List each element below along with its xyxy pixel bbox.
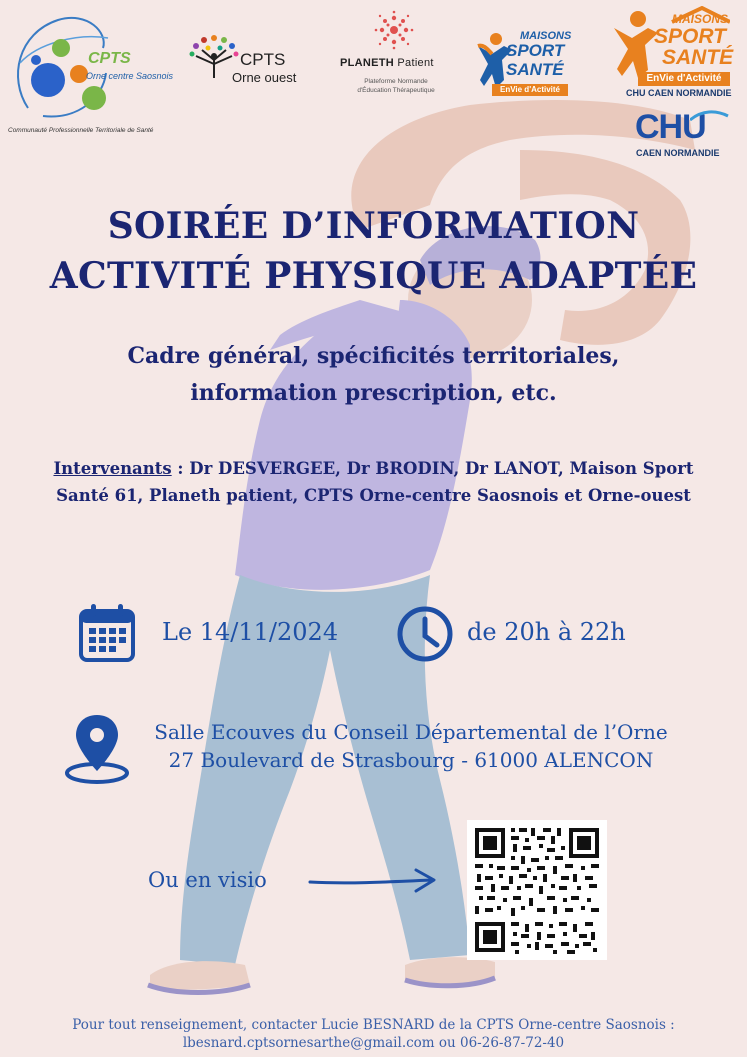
- mss1-line3: SANTÉ: [506, 60, 564, 79]
- mss2-chu: CHU CAEN NORMANDIE: [626, 88, 732, 98]
- cpts-orne-ouest-subtitle: Orne ouest: [232, 70, 297, 85]
- cpts-saosnois-caption: Communauté Professionnelle Territoriale de Santé: [8, 127, 154, 134]
- speakers-list: Dr DESVERGEE, Dr BRODIN, Dr LANOT, Maison Sport Santé 61, Planeth patient, CPTS Orne-centre Saosnois et Orne-ouest: [56, 459, 694, 505]
- event-subtitle-line2: information prescription, etc.: [190, 380, 557, 406]
- event-address-line2: 27 Boulevard de Strasbourg - 61000 ALENCON: [168, 748, 654, 772]
- event-time: de 20h à 22h: [467, 618, 626, 646]
- speakers-label: Intervenants: [53, 459, 172, 478]
- mss2-line2: SPORT: [654, 25, 726, 48]
- mss2-figure-icon: [612, 8, 660, 80]
- mss2-line1: MAISONS: [672, 12, 729, 26]
- qr-code-pattern: [467, 820, 607, 960]
- calendar-icon: [78, 603, 136, 663]
- mss1-tag: EnVie d'Activité: [492, 84, 568, 96]
- arrow-right-icon: [308, 866, 438, 896]
- qr-code[interactable]: [467, 820, 607, 960]
- planeth-subtitle: Plateforme Normande d'Éducation Thérapeutique: [357, 78, 435, 94]
- planeth-burst-icon: [374, 10, 414, 50]
- event-title-line1: SOIRÉE D’INFORMATION: [107, 205, 640, 247]
- cpts-orne-ouest-name: CPTS: [240, 50, 286, 69]
- clock-icon: [396, 605, 454, 663]
- speakers-paragraph: Intervenants : Dr DESVERGEE, Dr BRODIN, Dr LANOT, Maison Sport Santé 61, Planeth patient, CPTS Orne-centre Saosnois et Orne-ouest: [53, 459, 694, 505]
- event-date: Le 14/11/2024: [162, 618, 339, 646]
- cpts-saosnois-subtitle: Orne centre Saosnois: [86, 71, 174, 81]
- contact-details[interactable]: lbesnard.cptsornesarthe@gmail.com ou 06-26-87-72-40: [182, 1035, 565, 1051]
- mss2-tag: EnVie d'Activité: [638, 72, 730, 86]
- event-title-line2: ACTIVITÉ PHYSIQUE ADAPTÉE: [49, 255, 698, 297]
- mss1-line1: MAISONS: [520, 30, 572, 42]
- cpts-saosnois-name: CPTS: [88, 50, 131, 67]
- visio-label: Ou en visio: [148, 868, 267, 892]
- contact-line: Pour tout renseignement, contacter Lucie BESNARD de la CPTS Orne-centre Saosnois :: [72, 1017, 675, 1033]
- event-subtitle-line1: Cadre général, spécificités territoriales,: [127, 343, 620, 369]
- event-address-line1: Salle Ecouves du Conseil Départemental de l’Orne: [154, 720, 668, 744]
- chu-swoosh-icon: [690, 108, 730, 124]
- mss2-line3: SANTÉ: [662, 46, 734, 69]
- planeth-name: PLANETH Patient: [340, 57, 434, 69]
- chu-logo-subtitle: CAEN NORMANDIE: [636, 148, 720, 158]
- mss1-line2: SPORT: [506, 41, 565, 60]
- chu-logo-name: CHU: [635, 108, 706, 146]
